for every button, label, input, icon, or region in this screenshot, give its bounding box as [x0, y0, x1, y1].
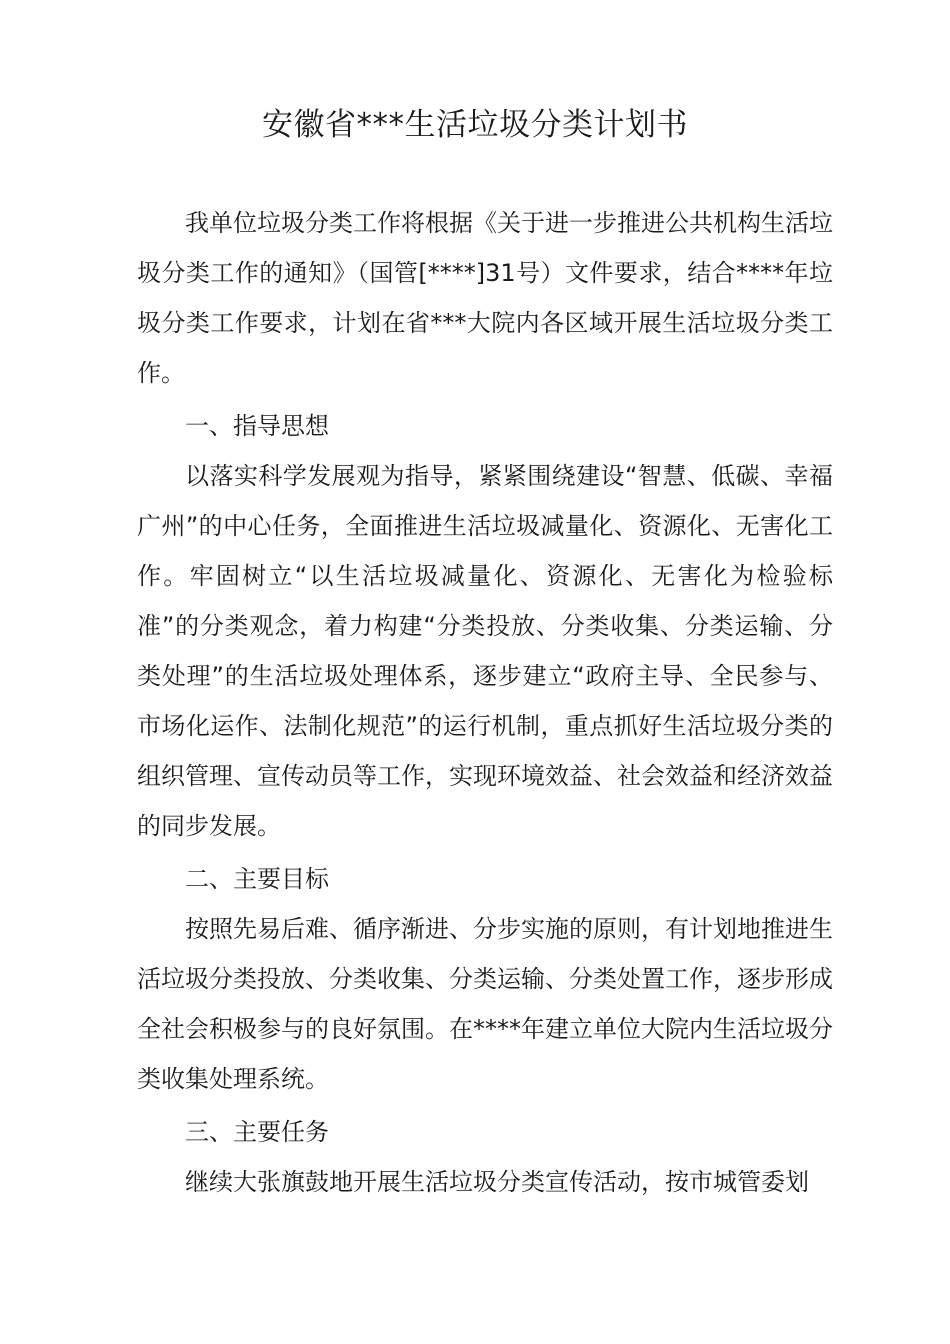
section-heading-main-tasks: 三、主要任务 [185, 1118, 329, 1146]
intro-paragraph: 我单位垃圾分类工作将根据《关于进一步推进公共机构生活垃圾分类工作的通知》（国管[****]31号）文件要求，结合****年垃圾分类工作要求，计划在省***大院内各区域开展生活垃圾分类工作。 [137, 209, 833, 387]
section-heading-main-goals: 二、主要目标 [185, 865, 329, 893]
section-paragraph-main-goals: 按照先易后难、循序渐进、分步实施的原则，有计划地推进生活垃圾分类投放、分类收集、分类运输、分类处置工作，逐步形成全社会积极参与的良好氛围。在****年建立单位大院内生活垃圾分类收集处理系统。 [137, 915, 833, 1093]
section-heading-guiding-ideology: 一、指导思想 [185, 412, 329, 440]
section-paragraph-main-tasks: 继续大张旗鼓地开展生活垃圾分类宣传活动，按市城管委划 [185, 1168, 809, 1196]
section-paragraph-guiding-ideology: 以落实科学发展观为指导，紧紧围绕建设“智慧、低碳、幸福广州”的中心任务，全面推进生活垃圾减量化、资源化、无害化工作。牢固树立“以生活垃圾减量化、资源化、无害化为检验标准”的分类观念，着力构建“分类投放、分类收集、分类运输、分类处理”的生活垃圾处理体系，逐步建立“政府主导、全民参与、市场化运作、法制化规范”的运行机制，重点抓好生活垃圾分类的组织管理、宣传动员等工作，实现环境效益、社会效益和经济效益的同步发展。 [137, 462, 833, 840]
document-title: 安徽省***生活垃圾分类计划书 [262, 107, 688, 143]
document-body [137, 198, 833, 1207]
